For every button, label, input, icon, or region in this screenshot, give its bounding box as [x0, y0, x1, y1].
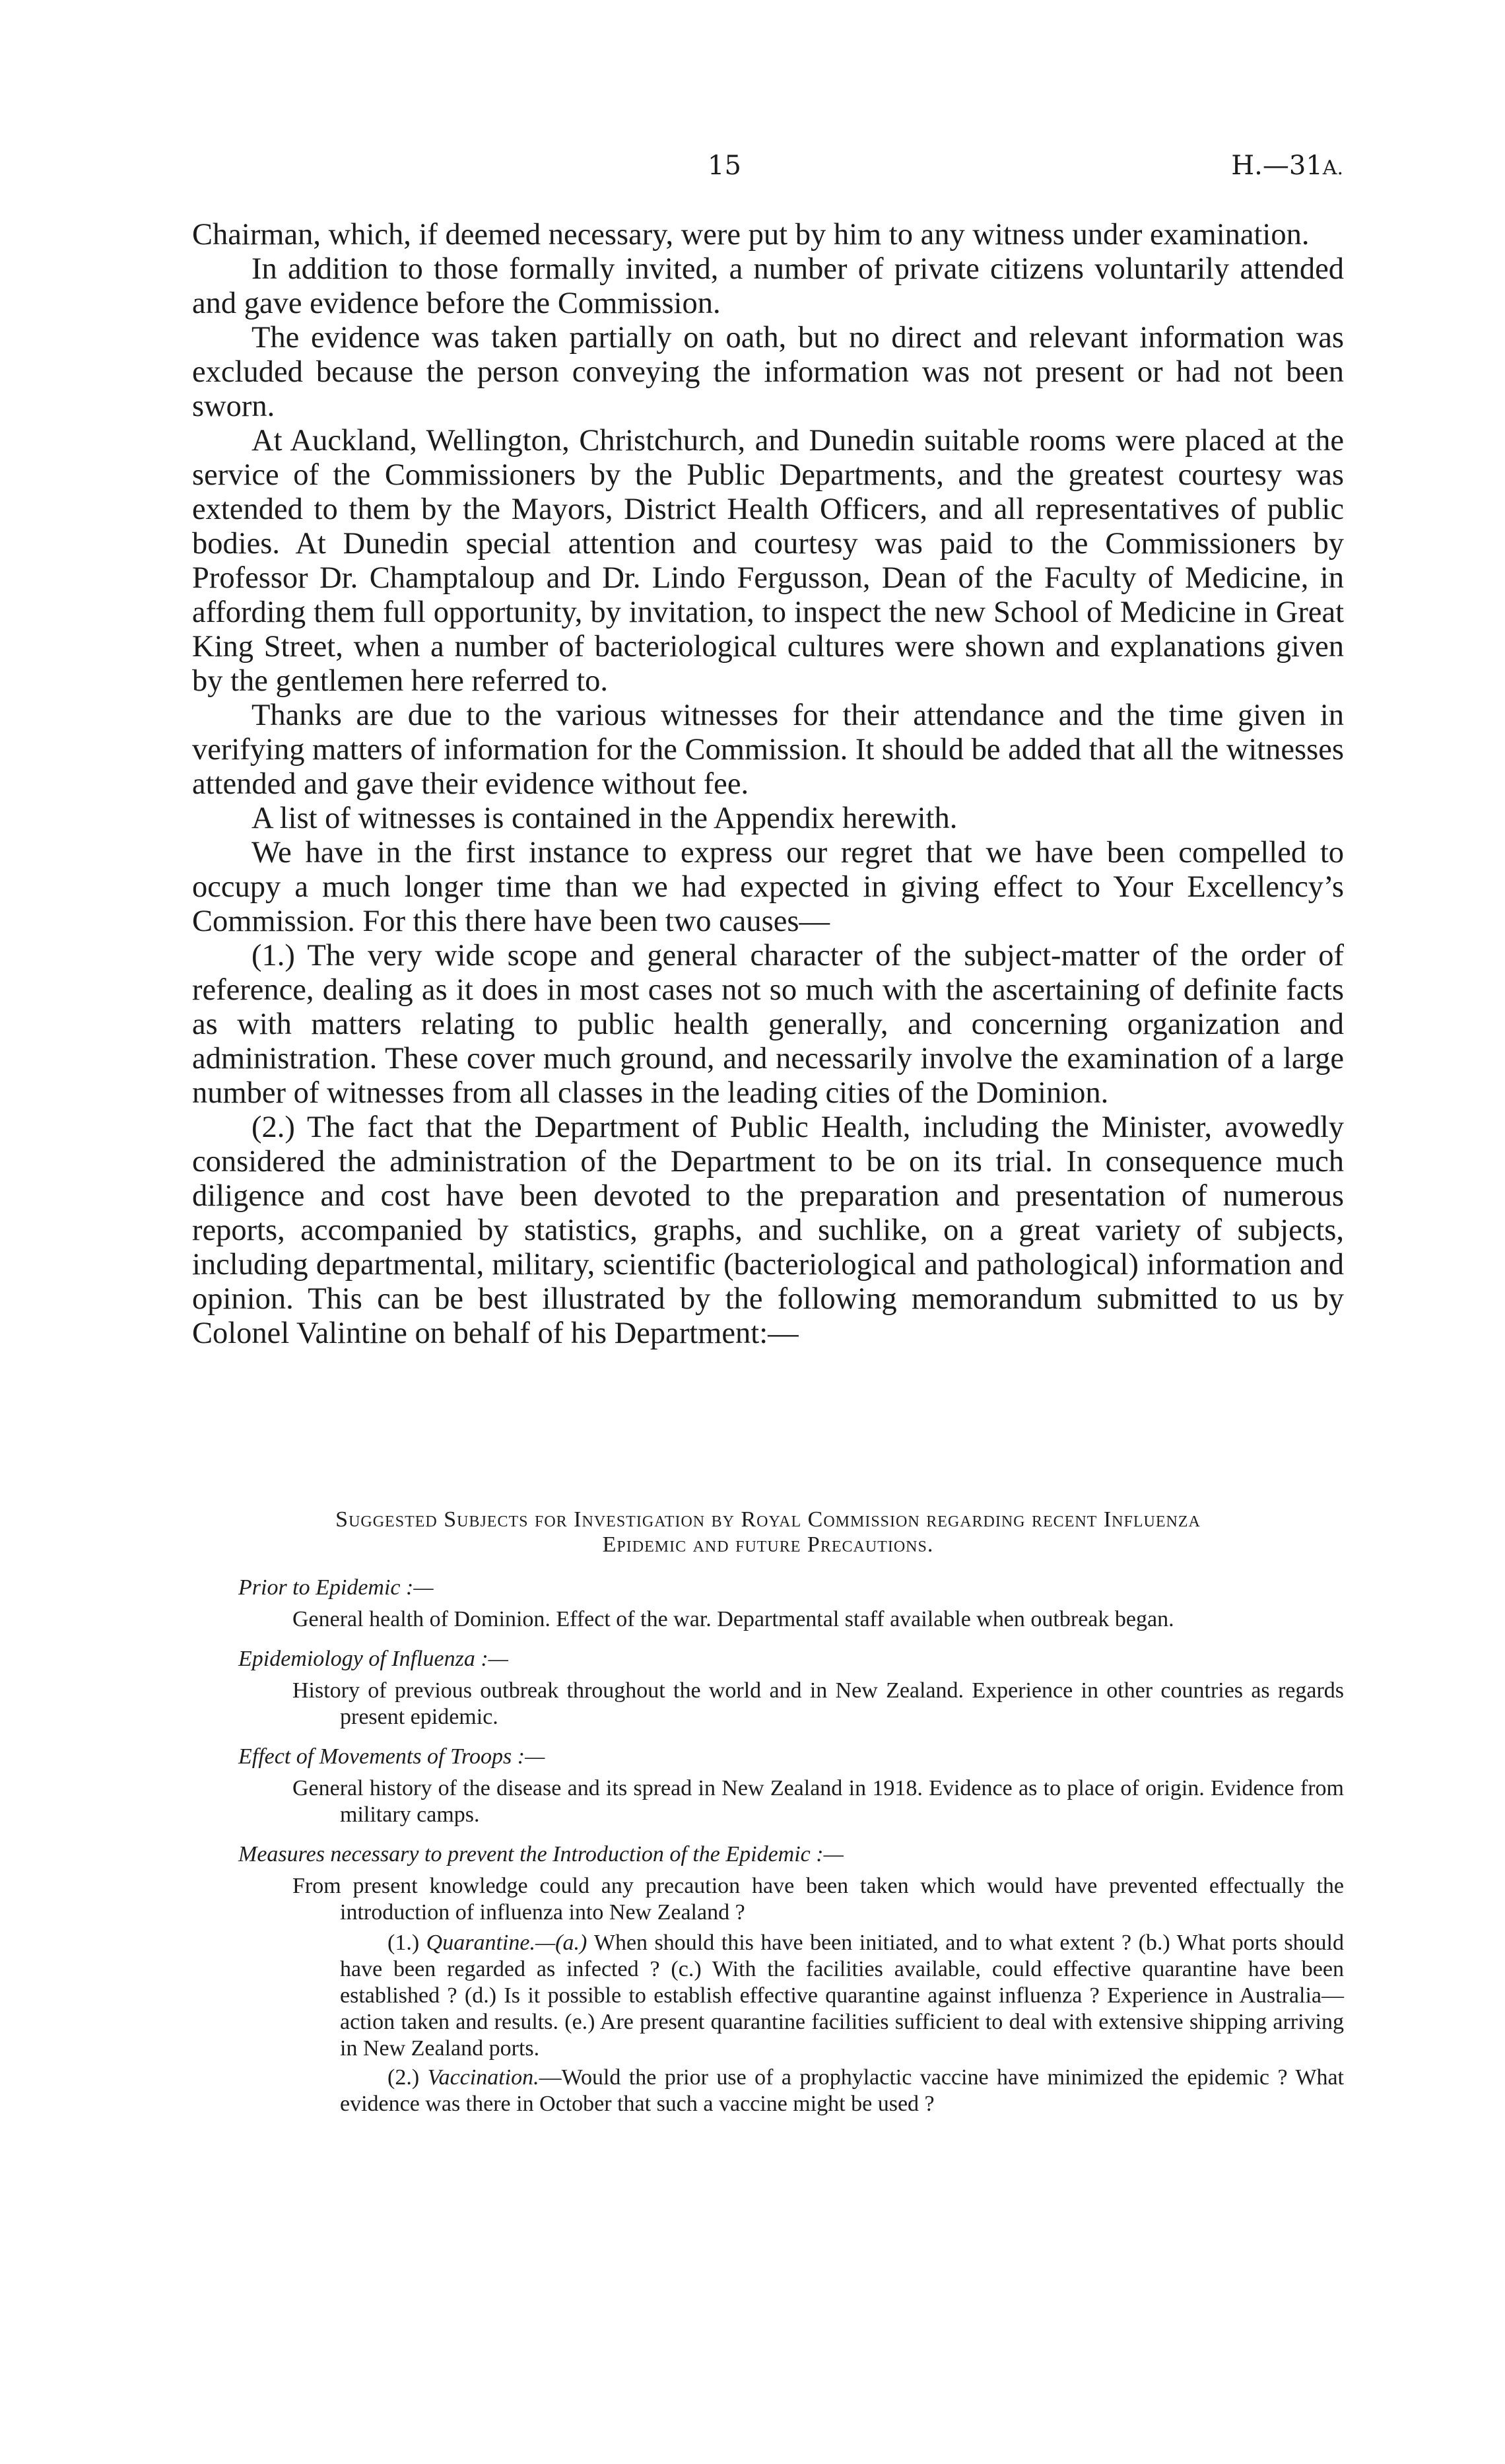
vaccination-number: (2.) [387, 2065, 428, 2090]
document-reference [1231, 151, 1343, 181]
memorandum-title [192, 1507, 1344, 1557]
paragraph-7: We have in the first instance to express our regret that we have been compelled to occupy a much longer time than we had expected in giving effect to Your Excellency’s Commission. For this there have been two causes— [192, 836, 1344, 938]
quarantine-number: (1.) [387, 1931, 426, 1955]
heading-epidemiology: Epidemiology of Influenza :— [238, 1647, 508, 1671]
item-quarantine [340, 1930, 1344, 2062]
paragraph-6: A list of witnesses is contained in the Appendix herewith. [251, 802, 958, 835]
page-number: 15 [708, 151, 741, 181]
paragraph-2: In addition to those formally invited, a number of private citizens voluntarily attended and gave evidence before the Commission. [192, 252, 1344, 320]
memorandum-title-line-2: Epidemic and future Precautions. [602, 1532, 934, 1557]
page-header [0, 151, 1505, 190]
text-movements-of-troops: General history of the disease and its spread in New Zealand in 1918. Evidence as to place of origin. Evidence from military camps. [292, 1776, 1344, 1827]
text-epidemiology: History of previous outbreak throughout the world and in New Zealand. Experience in other countries as regards present epidemic. [292, 1678, 1344, 1729]
quarantine-text: When should this have been initiated, and to what extent ? (b.) What ports should have been regarded as infected ? (c.) With the facilities available, could effective quarantine have been established ? (d.) Is it possible to establish effective quarantine against influenza ? Experience in Australia—action taken and results. (e.) Are present quarantine facilities sufficient to deal with extensive shipping arriving in New Zealand ports. [340, 1931, 1344, 2061]
paragraph-9: (2.) The fact that the Department of Public Health, including the Minister, avowedly considered the administration of the Department to be on its trial. In consequence much diligence and cost have been devoted to the preparation and presentation of numerous reports, accompanied by statistics, graphs, and suchlike, on a great variety of subjects, including departmental, military, scientific (bacteriological and pathological) information and opinion. This can be best illustrated by the following memorandum submitted to us by Colonel Valintine on behalf of his Department:— [192, 1111, 1344, 1350]
heading-prevention-measures: Measures necessary to prevent the Introduction of the Epidemic :— [238, 1842, 844, 1866]
paragraph-8: (1.) The very wide scope and general character of the subject-matter of the order of reference, dealing as it does in most cases not so much with the ascertaining of definite facts as with matters relating to public health generally, and concerning organization and administration. These cover much ground, and necessarily involve the examination of a large number of witnesses from all classes in the leading cities of the Dominion. [192, 939, 1344, 1110]
memorandum [192, 1507, 1344, 2120]
report-body [192, 218, 1344, 1351]
heading-prior-to-epidemic: Prior to Epidemic :— [238, 1575, 434, 1600]
paragraph-5: Thanks are due to the various witnesses for their attendance and the time given in verifying matters of information for the Commission. It should be added that all the witnesses attended and gave their evidence without fee. [192, 699, 1344, 801]
memorandum-title-line-1: Suggested Subjects for Investigation by Royal Commission regarding recent Influenza [335, 1507, 1201, 1532]
document-reference-suffix: A. [1322, 156, 1343, 180]
paragraph-1: Chairman, which, if deemed necessary, were put by him to any witness under examination. [192, 218, 1310, 252]
quarantine-label: Quarantine. [426, 1931, 535, 1955]
paragraph-4: At Auckland, Wellington, Christchurch, and Dunedin suitable rooms were placed at the service of the Commissioners by the Public Departments, and the greatest courtesy was extended to them by the Mayors, District Health Officers, and all representatives of public bodies. At Dunedin special attention and courtesy was paid to the Commissioners by Professor Dr. Champtaloup and Dr. Lindo Fergusson, Dean of the Faculty of Medicine, in affording them full opportunity, by invitation, to inspect the new School of Medicine in Great King Street, when a number of bacteriological cultures were shown and explanations given by the gentlemen here referred to. [192, 424, 1344, 698]
vaccination-text: —Would the prior use of a prophylactic vaccine have minimized the epidemic ? What evidence was there in October that such a vaccine might be used ? [340, 2065, 1344, 2116]
heading-movements-of-troops: Effect of Movements of Troops :— [238, 1744, 545, 1769]
quarantine-a-label: —(a.) [535, 1931, 594, 1955]
vaccination-label: Vaccination. [427, 2065, 539, 2090]
paragraph-3: The evidence was taken partially on oath, but no direct and relevant information was excluded because the person conveying the information was not present or had not been sworn. [192, 321, 1344, 423]
item-vaccination [340, 2065, 1344, 2117]
text-prior-to-epidemic: General health of Dominion. Effect of the war. Departmental staff available when outbreak began. [292, 1607, 1174, 1631]
text-prevention-measures: From present knowledge could any precaution have been taken which would have prevented effectually the introduction of influenza into New Zealand ? [292, 1874, 1344, 1925]
document-reference-main: H.—31 [1231, 151, 1323, 181]
